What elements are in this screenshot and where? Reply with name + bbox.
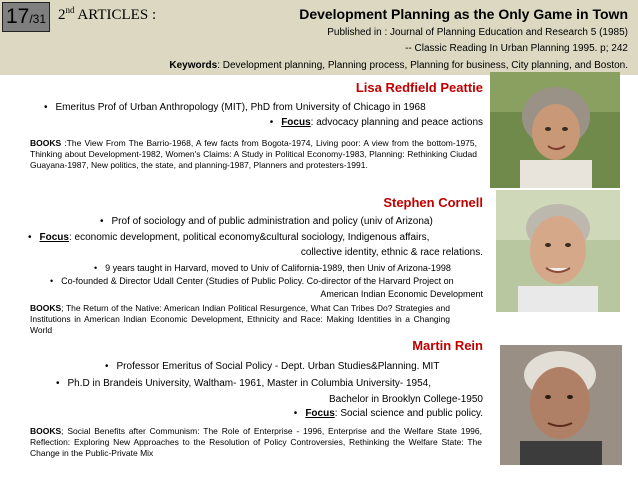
rein-focus-label: Focus [305,408,335,419]
rein-books [30,426,482,459]
section-text: ARTICLES : [74,7,157,23]
person-name-cornell: Stephen Cornell [383,195,483,210]
peattie-books-text: :The View From The Barrio-1968, A few facts from Bogota-1974, Living poor: A view from the bottom-1975, Thinking about Development-1982, Women's Claims: A Study in Political Economy-1983, Planning: Rethinking Ciudad Guayana-1987, New politics, the state, and planning-1987, Planners and protesters-1991. [30,138,477,170]
cornell-line3 [50,275,454,288]
person-name-rein: Martin Rein [412,338,483,353]
peattie-line1-text: Emeritus Prof of Urban Anthropology (MIT), PhD from University of Chicago in 1968 [55,102,426,113]
photo-rein [500,345,622,465]
cornell-line3-text: Co-founded & Director Udall Center (Studies of Public Policy. Co-director of the Harvard Project on [61,276,454,286]
keywords-label: Keywords [169,60,218,71]
cornell-focus2: collective identity, ethnic & race relations. [300,247,483,258]
slide-current: 17 [5,5,30,28]
cornell-focus-label: Focus [39,232,69,243]
peattie-books [30,138,477,171]
cornell-line1-text: Prof of sociology and of public administration and policy (univ of Arizona) [111,216,433,227]
peattie-focus-label: Focus [281,117,311,128]
rein-focus-text: : Social science and public policy. [334,408,483,419]
classic-reading: -- Classic Reading In Urban Planning 1995. p; 242 [405,43,628,54]
section-prefix: 2 [58,7,66,23]
rein-focus [294,407,483,420]
person-name-peattie: Lisa Redfield Peattie [355,80,483,95]
peattie-focus-text: : advocacy planning and peace actions [310,117,483,128]
article-title: Development Planning as the Only Game in Town [299,6,628,22]
published-in: Published in : Journal of Planning Education and Research 5 (1985) [327,27,628,38]
peattie-focus [270,116,483,129]
cornell-books-text: ; The Return of the Native: American Indian Political Resurgence, What Can Tribes Do? Strategies and Institutions in American Indian Economic Development, Ethnicity and Race: Making Identities in a Changing World [30,303,450,335]
peattie-line1 [44,101,426,114]
section-label [58,5,156,24]
peattie-books-label: BOOKS [30,138,62,148]
rein-line2 [56,377,431,390]
cornell-line2-text: 9 years taught in Harvard, moved to Univ of California-1989, then Univ of Arizona-1998 [105,263,451,273]
photo-cornell [496,190,620,312]
slide-total: /31 [29,12,47,26]
cornell-books-label: BOOKS [30,303,62,313]
cornell-line4: American Indian Economic Development [320,289,483,299]
section-sup: nd [65,5,75,15]
keywords [169,60,628,71]
cornell-focus [28,231,429,244]
photo-peattie [490,72,620,188]
rein-books-text: ; Social Benefits after Communism: The Role of Enterprise - 1996, Enterprise and the Welfare State 1996, Reflection: Exploring New Approaches to the Resolution of Policy Controversies, Rethinking the Welfare State: The Change in the Public-Private Mix [30,426,482,458]
cornell-line1 [100,215,433,228]
cornell-line2 [94,262,451,275]
keywords-text: : Development planning, Planning process, Planning for business, City planning, and Boston. [217,60,628,71]
cornell-books [30,303,450,336]
rein-line2-text: Ph.D in Brandeis University, Waltham- 1961, Master in Columbia University- 1954, [67,378,431,389]
rein-line1 [105,360,439,373]
rein-line1-text: Professor Emeritus of Social Policy - Dept. Urban Studies&Planning. MIT [116,361,440,372]
cornell-focus-text: : economic development, political economy&cultural sociology, Indigenous affairs, [68,232,430,243]
rein-books-label: BOOKS [30,426,62,436]
rein-line3: Bachelor in Brooklyn College-1950 [329,394,483,405]
slide-number [2,2,50,32]
